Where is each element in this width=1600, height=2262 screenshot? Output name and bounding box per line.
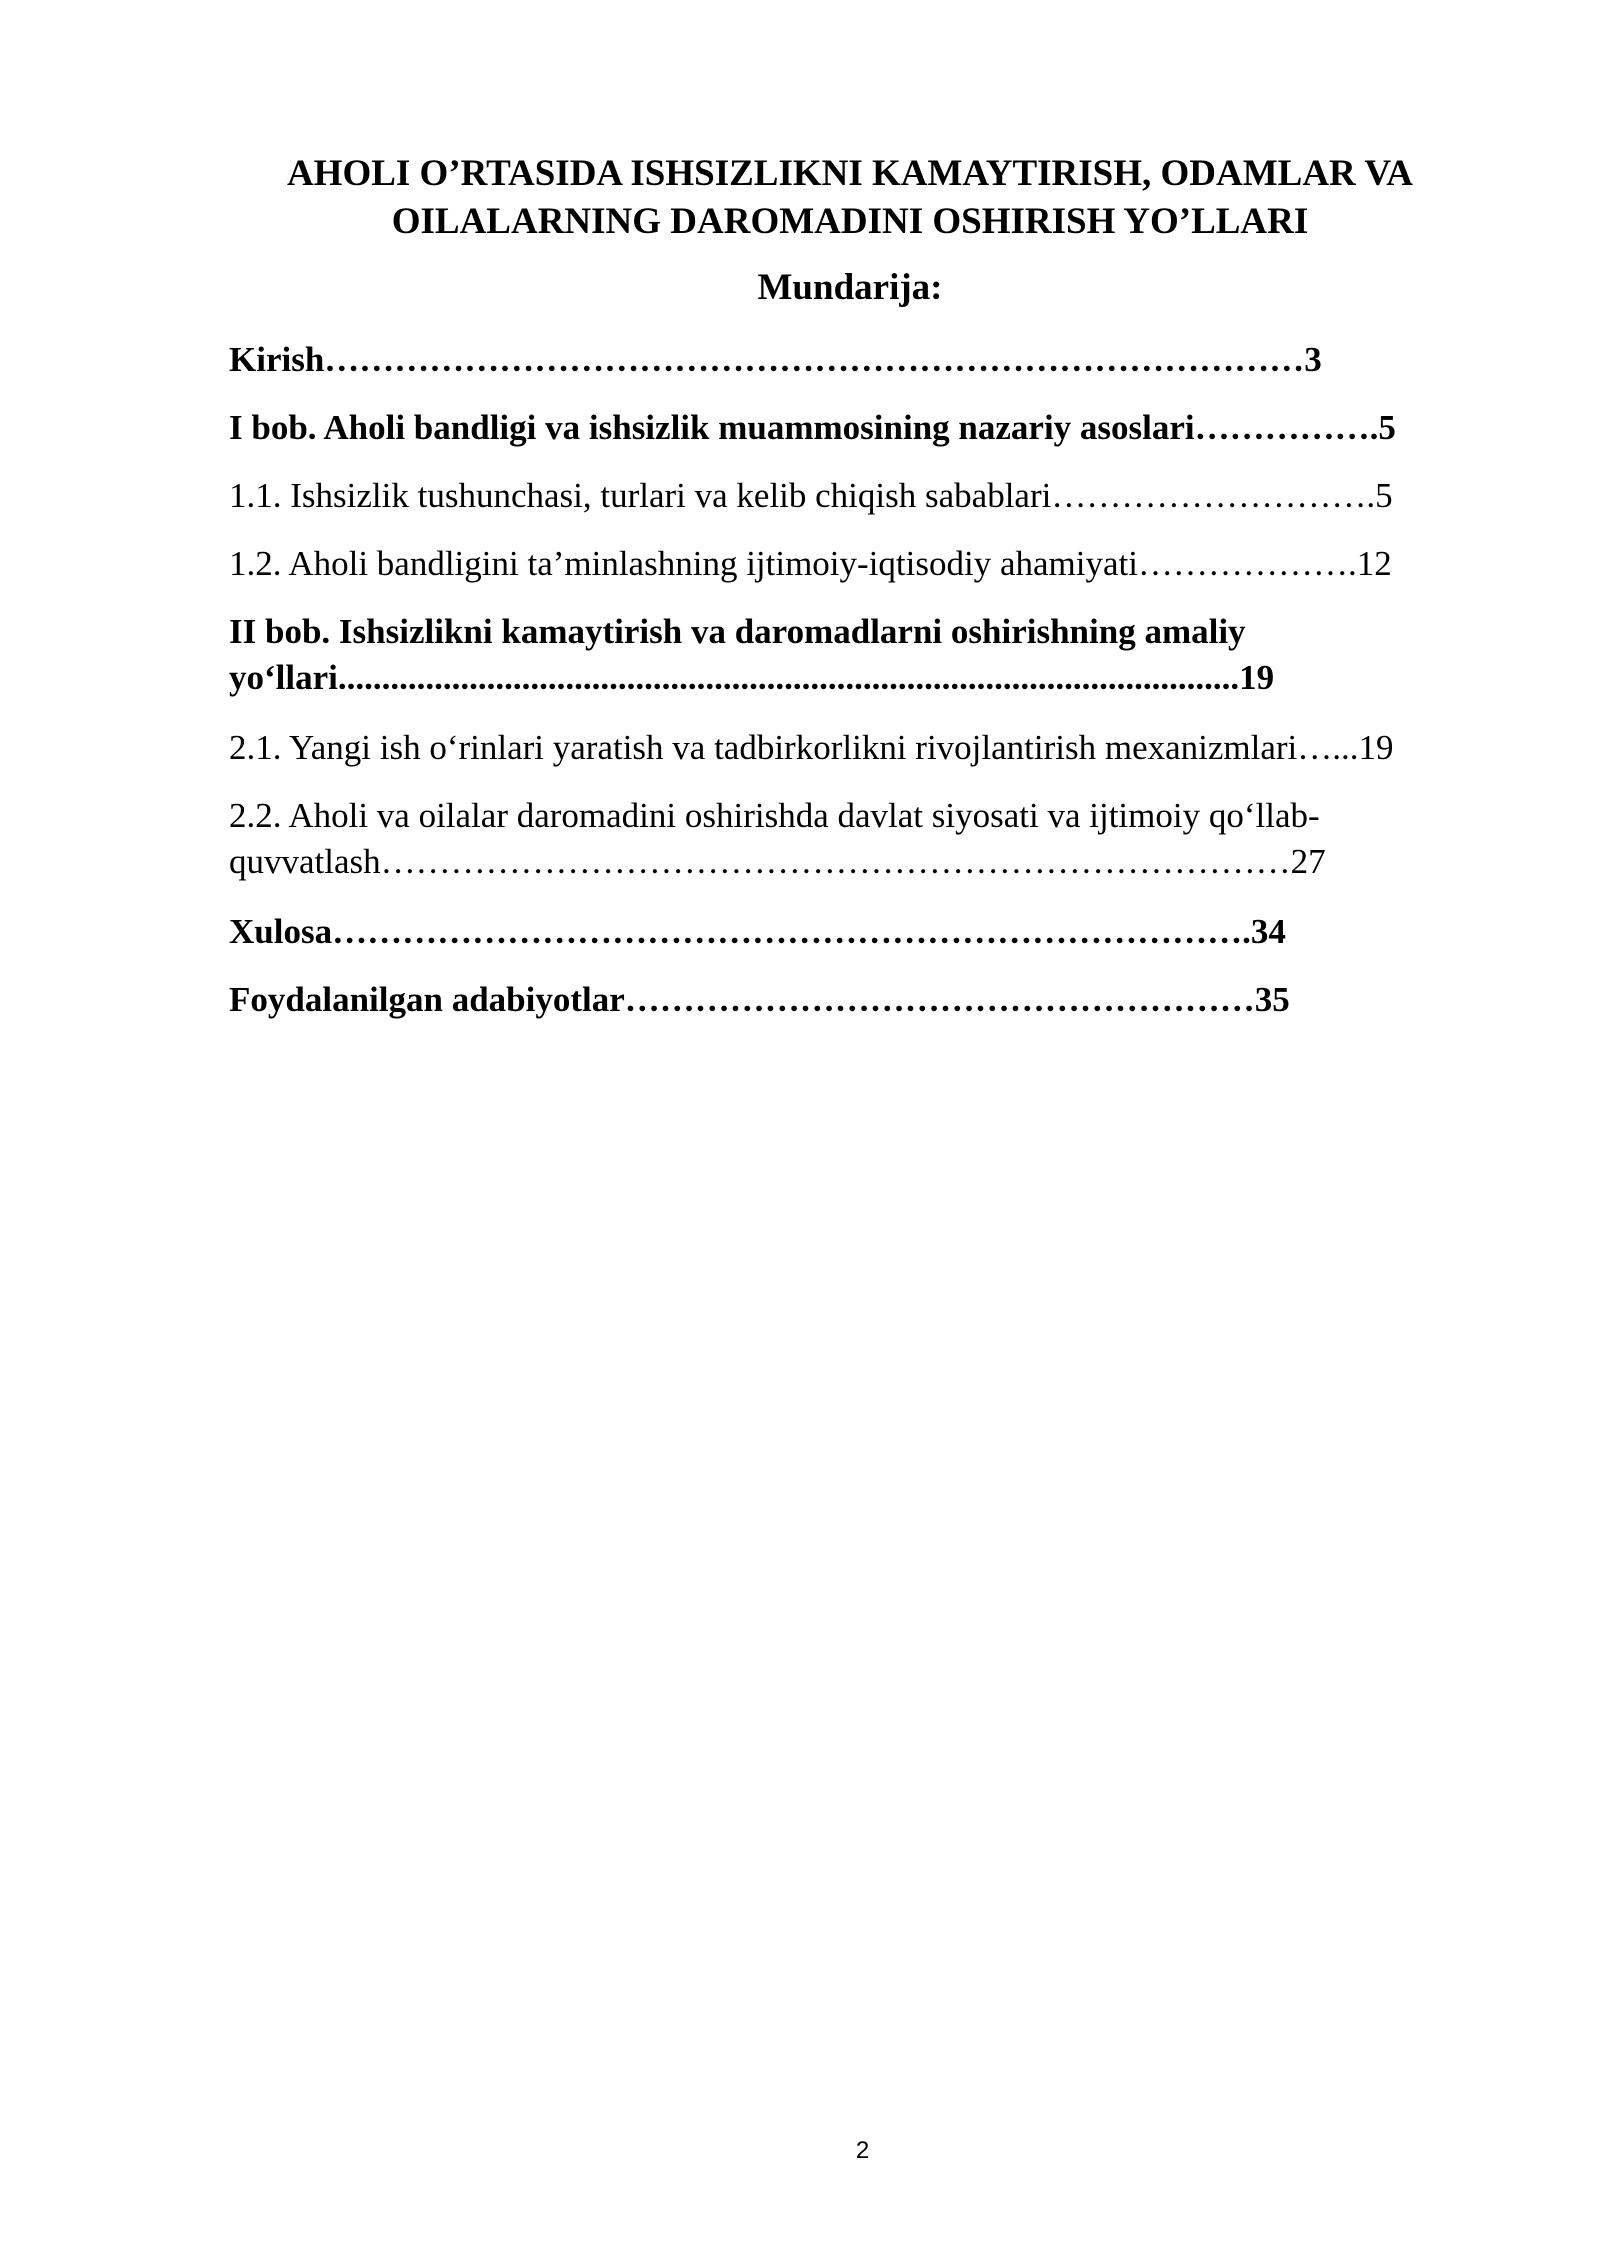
document-title: [200, 150, 1500, 246]
toc-entry-text: 1.1. Ishsizlik tushunchasi, turlari va kelib chiqish sabablari……………………….5: [229, 476, 1393, 515]
document-title-line-2: OILALARNING DAROMADINI OSHIRISH YO’LLARI: [391, 201, 1309, 242]
toc-entry-text: 2.1. Yangi ish o‘rinlari yaratish va tadbirkorlikni rivojlantirish mexanizmlari…...19: [229, 728, 1394, 767]
toc-heading: Mundarija:: [757, 267, 943, 308]
toc-entry-text: Kirish…………………………………………………………………………3: [229, 340, 1322, 379]
toc-entry-text: 1.2. Aholi bandligini ta’minlashning ijtimoiy-iqtisodiy ahamiyati……………….12: [229, 544, 1392, 583]
toc-entry-text-line-2: quvvatlash……………………………………………………………………27: [229, 842, 1326, 881]
toc-entry-section-1-1: [229, 473, 1393, 519]
toc-entry-text-line-1: 2.2. Aholi va oilalar daromadini oshirishda davlat siyosati va ijtimoiy qo‘llab-: [229, 796, 1320, 835]
toc-entry-section-2-1: [229, 725, 1394, 771]
toc-entry-references: [229, 977, 1290, 1023]
toc-entry-chapter-2: [229, 609, 1274, 701]
toc-entry-chapter-1: [229, 405, 1396, 451]
toc-entry-text: Foydalanilgan adabiyotlar………………………………………………35: [229, 980, 1290, 1019]
toc-entry-section-2-2: [229, 793, 1326, 885]
document-title-line-1: AHOLI O’RTASIDA ISHSIZLIKNI KAMAYTIRISH, ODAMLAR VA: [286, 153, 1414, 194]
toc-entry-kirish: [229, 337, 1322, 383]
toc-entry-xulosa: [229, 909, 1286, 955]
toc-entry-section-1-2: [229, 541, 1392, 587]
page-number: 2: [855, 2137, 870, 2164]
toc-entry-text: I bob. Aholi bandligi va ishsizlik muammosining nazariy asoslari…………….5: [229, 408, 1396, 447]
toc-entry-text: Xulosa…………………………………………………………………….34: [229, 912, 1286, 951]
toc-entry-text-line-1: II bob. Ishsizlikni kamaytirish va daromadlarni oshirishning amaliy: [229, 612, 1246, 651]
toc-entry-text-line-2: yo‘llari.......................................................................................................19: [229, 658, 1275, 697]
